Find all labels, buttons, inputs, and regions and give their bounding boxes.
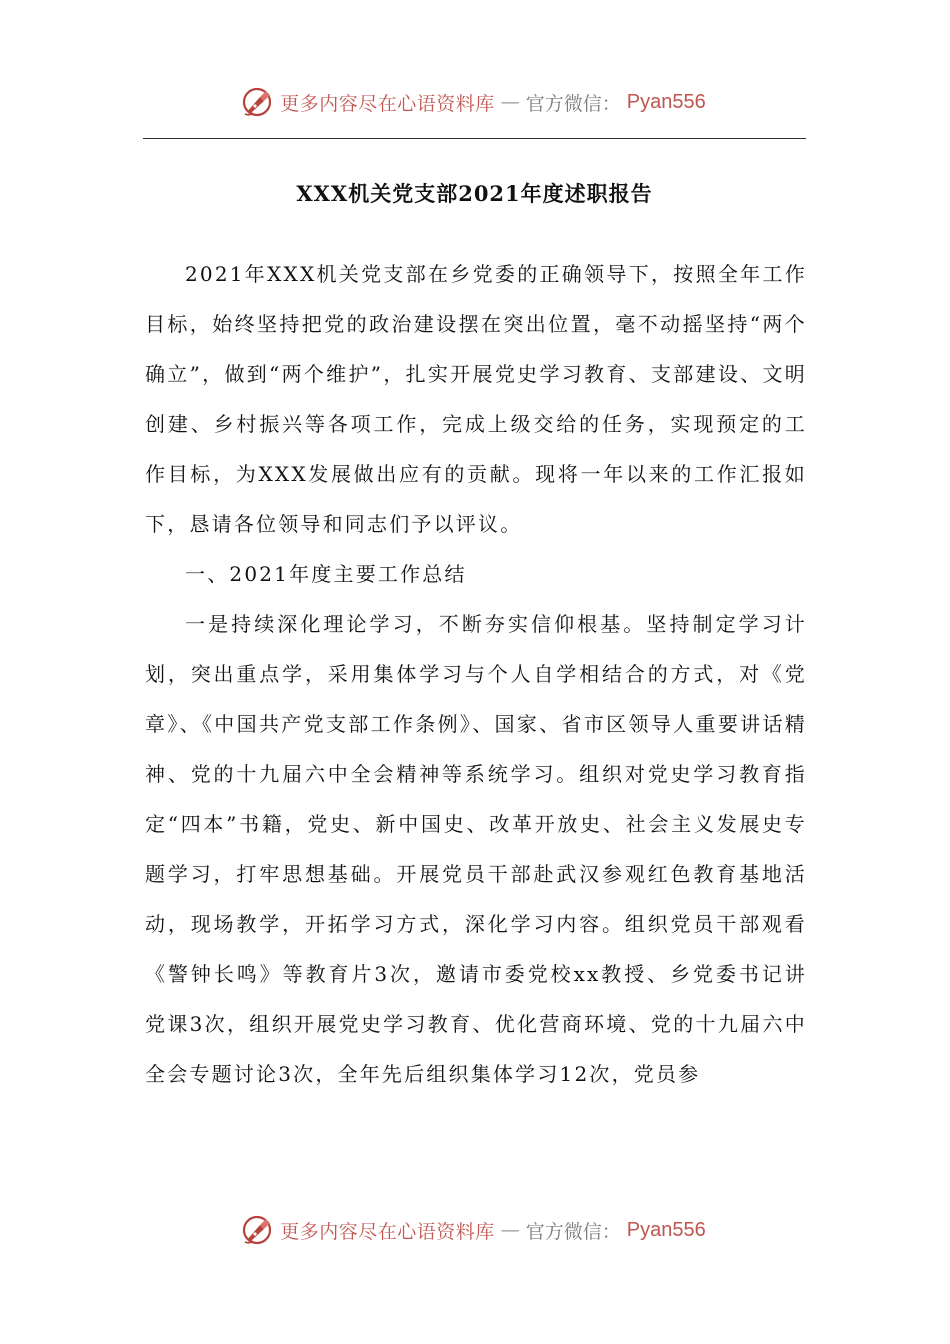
watermark-wechat-label: 官方微信： [525, 92, 621, 115]
document-body [145, 249, 807, 1099]
watermark-wechat-label: 官方微信： [525, 1220, 621, 1243]
section-heading: 一、2021年度主要工作总结 [185, 562, 467, 586]
header-divider [143, 138, 806, 139]
paragraph-intro: 2021年XXX机关党支部在乡党委的正确领导下，按照全年工作目标，始终坚持把党的政治建设摆在突出位置，毫不动摇坚持“两个确立”，做到“两个维护”，扎实开展党史学习教育、支部建设、文明创建、乡村振兴等各项工作，完成上级交给的任务，实现预定的工作目标，为XXX发展做出应有的贡献。现将一年以来的工作汇报如下，恳请各位领导和同志们予以评议。 [145, 262, 807, 536]
watermark-site-text: 更多内容尽在心语资料库 [280, 92, 495, 115]
watermark-wechat-id: Pyan556 [626, 90, 706, 113]
pen-nib-circle-icon [240, 85, 274, 119]
watermark-wechat-id: Pyan556 [626, 1218, 706, 1241]
watermark-group [240, 1213, 706, 1247]
watermark-site-text: 更多内容尽在心语资料库 [280, 1220, 495, 1243]
paragraph-theory-study: 一是持续深化理论学习，不断夯实信仰根基。坚持制定学习计划，突出重点学，采用集体学习与个人自学相结合的方式，对《党章》、《中国共产党支部工作条例》、国家、省市区领导人重要讲话精神、党的十九届六中全会精神等系统学习。组织对党史学习教育指定“四本”书籍，党史、新中国史、改革开放史、社会主义发展史专题学习，打牢思想基础。开展党员干部赴武汉参观红色教育基地活动，现场教学，开拓学习方式，深化学习内容。组织党员干部观看《警钟长鸣》等教育片3次，邀请市委党校xx教授、乡党委书记讲党课3次，组织开展党史学习教育、优化营商环境、党的十九届六中全会专题讨论3次，全年先后组织集体学习12次，党员参 [145, 612, 807, 1086]
document-title: XXX机关党支部2021年度述职报告 [296, 181, 653, 206]
watermark-separator: — [500, 1219, 520, 1241]
footer-watermark [0, 1210, 950, 1250]
pen-nib-circle-icon [240, 1213, 274, 1247]
watermark-separator: — [500, 91, 520, 113]
watermark-group [240, 85, 706, 119]
header-watermark [0, 82, 950, 122]
